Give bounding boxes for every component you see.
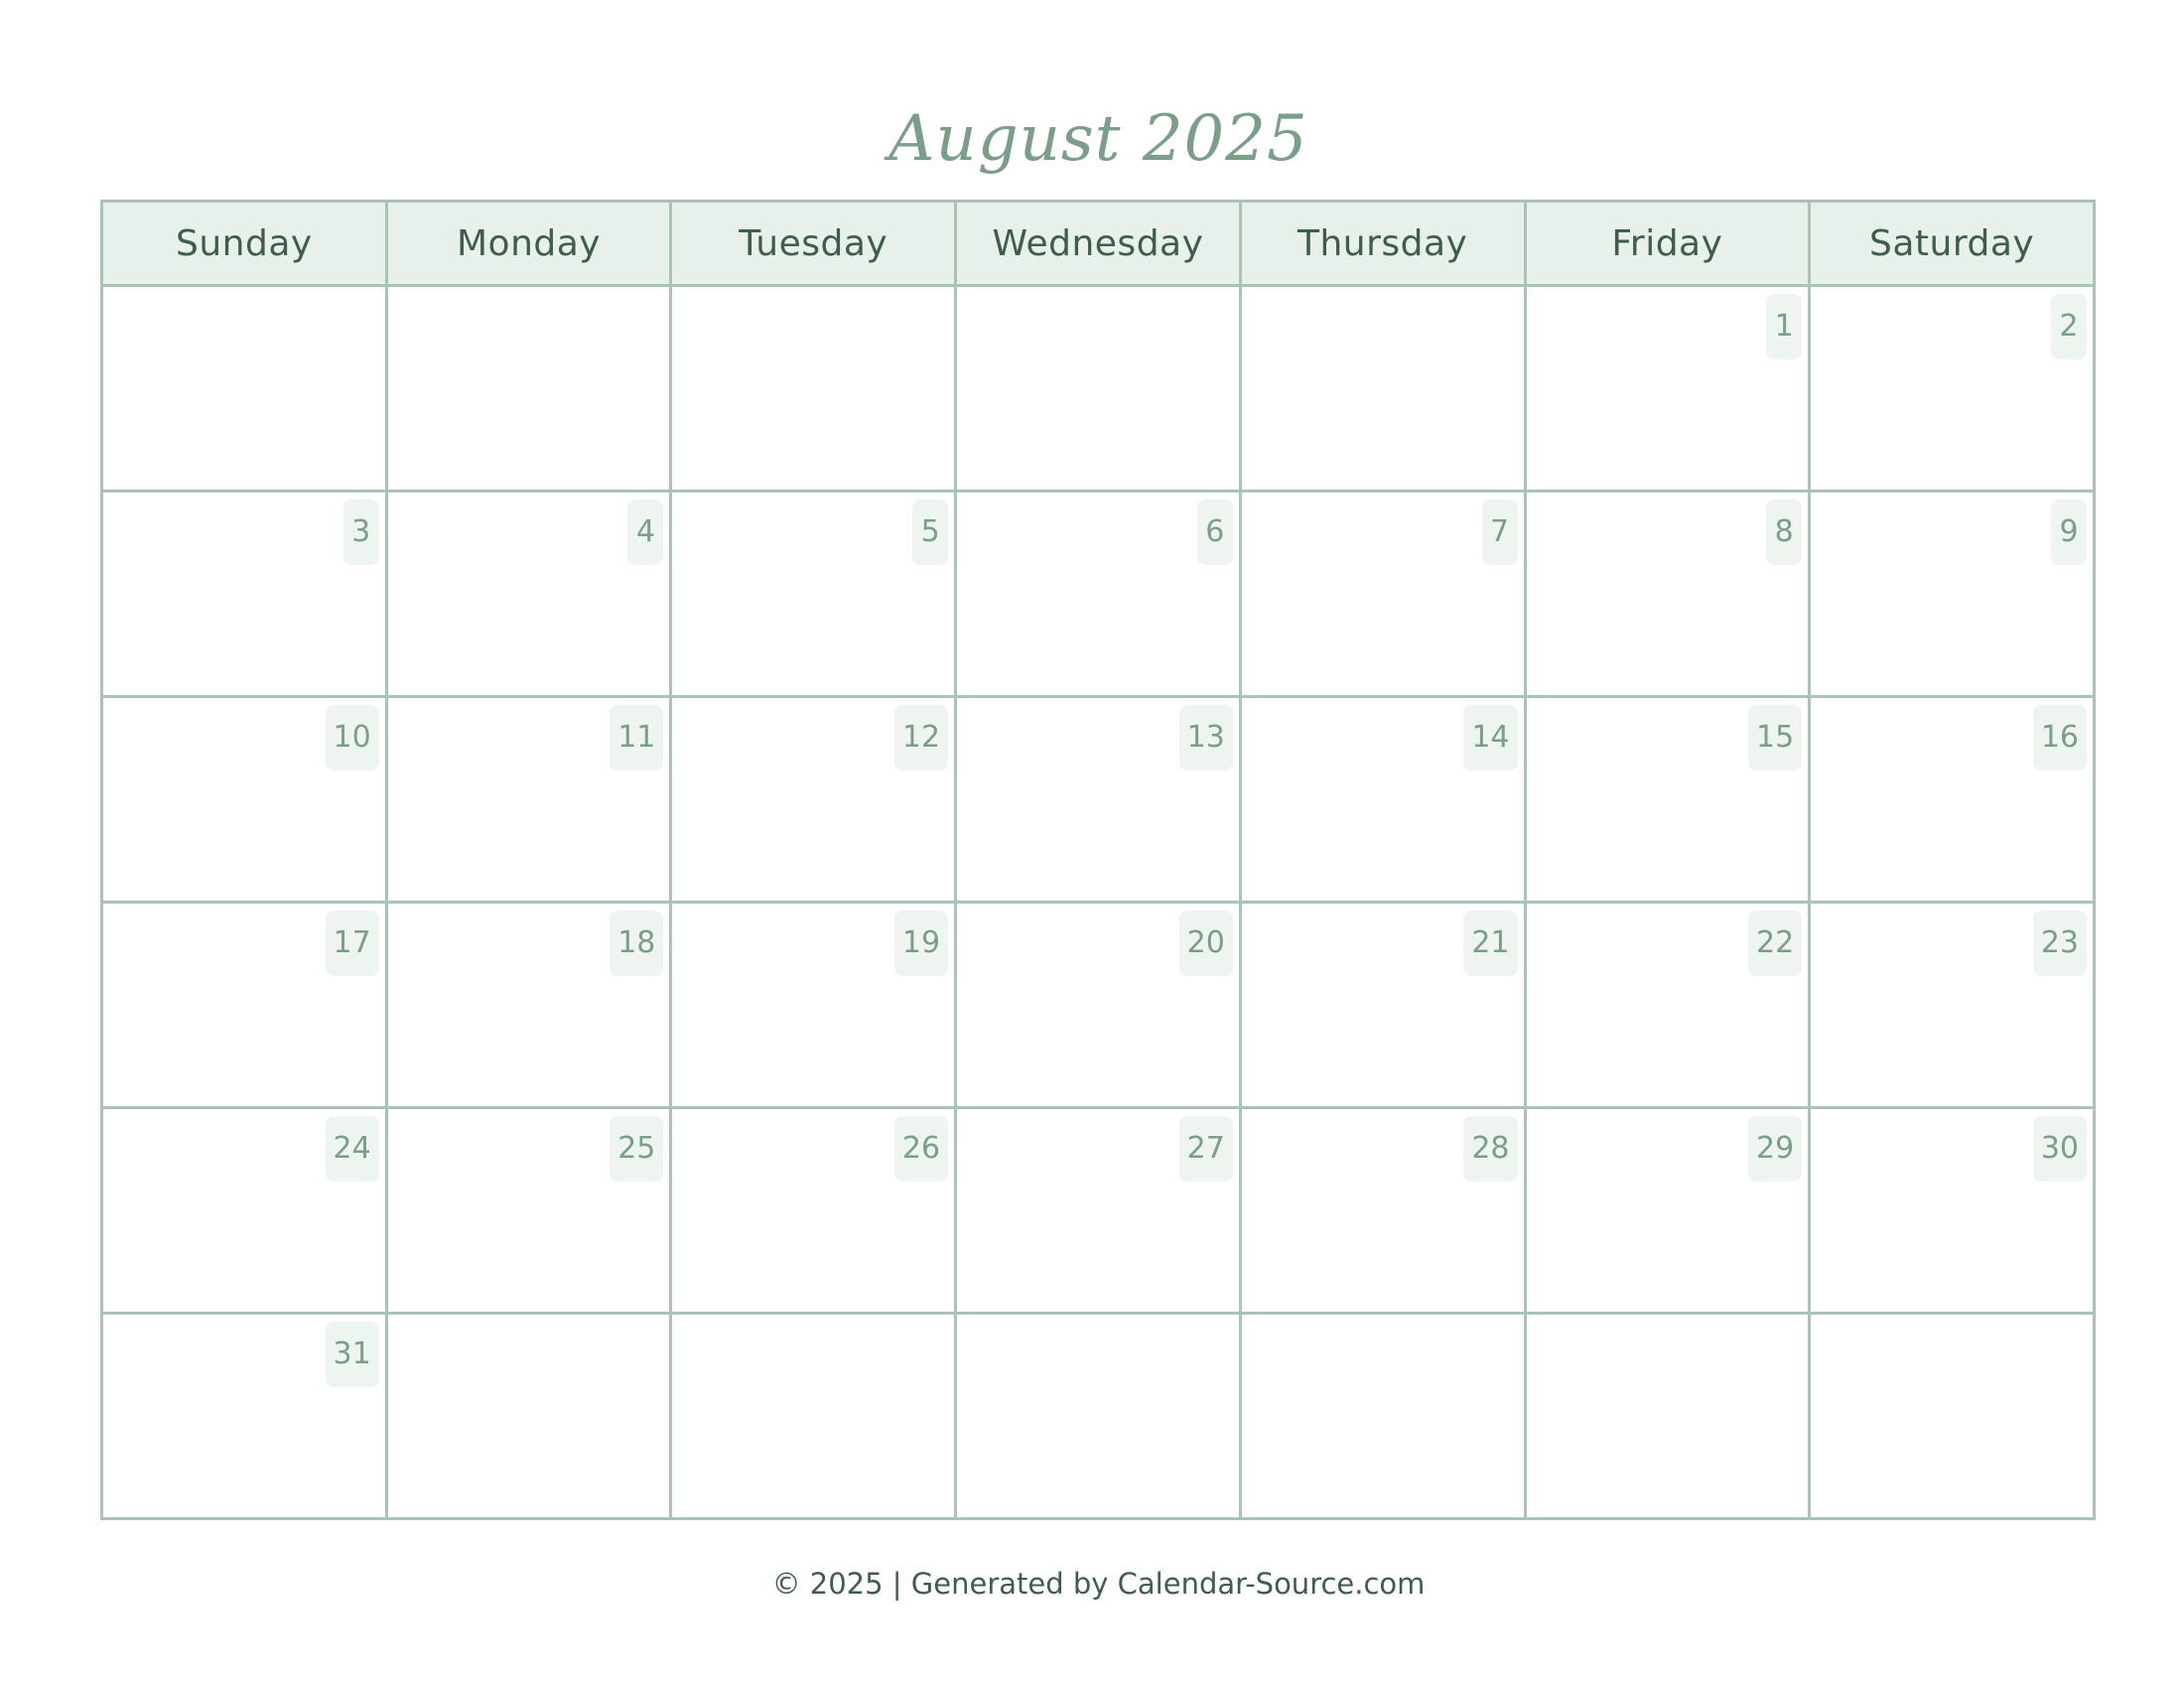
day-number: 24	[326, 1116, 379, 1182]
day-cell	[102, 492, 387, 697]
day-cell	[102, 1314, 387, 1519]
day-cell	[1810, 1108, 2095, 1314]
day-cell	[1240, 1108, 1525, 1314]
day-cell	[1525, 1314, 1810, 1519]
day-cell	[1240, 903, 1525, 1108]
day-number: 9	[2051, 499, 2087, 565]
week-row	[102, 1108, 2095, 1314]
day-cell	[956, 1108, 1241, 1314]
day-number: 21	[1463, 911, 1517, 976]
day-number: 16	[2033, 705, 2087, 771]
day-cell	[102, 286, 387, 492]
day-cell	[956, 492, 1241, 697]
day-number: 7	[1482, 499, 1518, 565]
day-number: 31	[326, 1322, 379, 1387]
day-cell	[956, 697, 1241, 903]
day-cell	[386, 1108, 671, 1314]
day-cell	[386, 1314, 671, 1519]
week-row	[102, 1314, 2095, 1519]
day-number: 17	[326, 911, 379, 976]
day-cell	[671, 492, 956, 697]
day-number: 29	[1748, 1116, 1802, 1182]
day-number: 20	[1179, 911, 1233, 976]
day-cell	[1240, 492, 1525, 697]
day-number: 8	[1766, 499, 1802, 565]
weekday-header-row	[102, 202, 2095, 286]
day-number: 2	[2051, 294, 2087, 359]
day-number: 4	[627, 499, 663, 565]
day-cell	[956, 286, 1241, 492]
day-number: 22	[1748, 911, 1802, 976]
day-cell	[1525, 492, 1810, 697]
weekday-header-wednesday: Wednesday	[956, 202, 1241, 286]
week-row	[102, 697, 2095, 903]
day-number: 27	[1179, 1116, 1233, 1182]
footer-credit: © 2025 | Generated by Calendar-Source.com	[771, 1567, 1426, 1601]
day-number: 13	[1179, 705, 1233, 771]
day-number: 12	[894, 705, 948, 771]
day-cell	[1240, 697, 1525, 903]
day-number: 19	[894, 911, 948, 976]
day-cell	[1240, 1314, 1525, 1519]
weekday-header-friday: Friday	[1525, 202, 1810, 286]
day-cell	[102, 903, 387, 1108]
day-cell	[1810, 1314, 2095, 1519]
day-number: 11	[610, 705, 663, 771]
day-number: 1	[1766, 294, 1802, 359]
day-number: 6	[1197, 499, 1233, 565]
day-cell	[102, 697, 387, 903]
day-cell	[386, 492, 671, 697]
day-number: 18	[610, 911, 663, 976]
day-number: 10	[326, 705, 379, 771]
day-cell	[386, 286, 671, 492]
day-cell	[386, 697, 671, 903]
day-cell	[1525, 697, 1810, 903]
calendar-grid	[100, 200, 2096, 1520]
day-cell	[956, 1314, 1241, 1519]
day-cell	[1525, 286, 1810, 492]
day-cell	[671, 903, 956, 1108]
day-number: 15	[1748, 705, 1802, 771]
day-cell	[1810, 697, 2095, 903]
day-number: 3	[343, 499, 379, 565]
day-number: 25	[610, 1116, 663, 1182]
day-cell	[1810, 903, 2095, 1108]
day-cell	[1240, 286, 1525, 492]
day-cell	[1810, 286, 2095, 492]
week-row	[102, 492, 2095, 697]
day-cell	[671, 1108, 956, 1314]
day-cell	[671, 286, 956, 492]
day-number: 23	[2033, 911, 2087, 976]
day-number: 26	[894, 1116, 948, 1182]
day-number: 30	[2033, 1116, 2087, 1182]
week-row	[102, 903, 2095, 1108]
day-cell	[1525, 903, 1810, 1108]
day-cell	[671, 1314, 956, 1519]
weekday-header-tuesday: Tuesday	[671, 202, 956, 286]
day-number: 14	[1463, 705, 1517, 771]
day-number: 5	[912, 499, 948, 565]
page-title: August 2025	[888, 102, 1308, 176]
day-cell	[1810, 492, 2095, 697]
weekday-header-sunday: Sunday	[102, 202, 387, 286]
day-cell	[102, 1108, 387, 1314]
weekday-header-monday: Monday	[386, 202, 671, 286]
day-cell	[956, 903, 1241, 1108]
week-row	[102, 286, 2095, 492]
weekday-header-thursday: Thursday	[1240, 202, 1525, 286]
weekday-header-saturday: Saturday	[1810, 202, 2095, 286]
day-cell	[671, 697, 956, 903]
day-cell	[1525, 1108, 1810, 1314]
day-cell	[386, 903, 671, 1108]
day-number: 28	[1463, 1116, 1517, 1182]
